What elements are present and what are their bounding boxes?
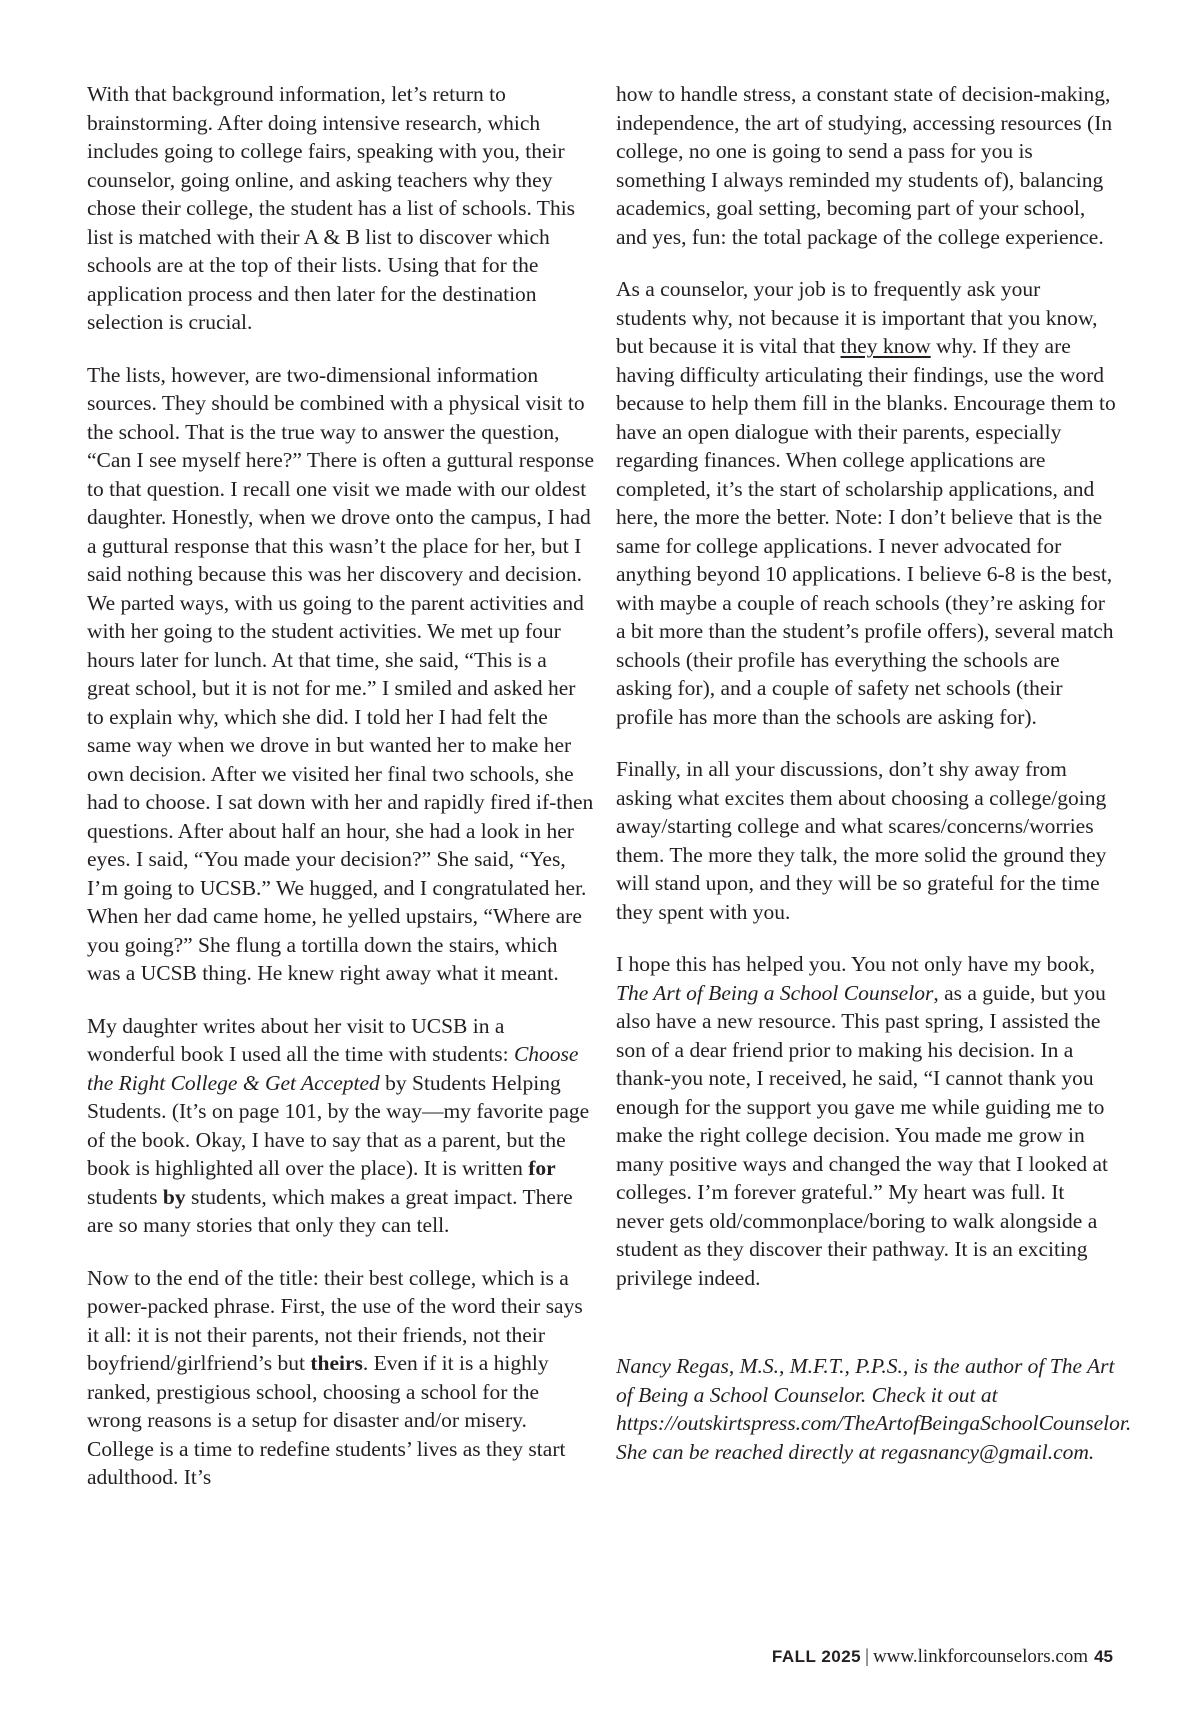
book-title: The Art of Being a School Counselor — [616, 980, 934, 1005]
paragraph: I hope this has helped you. You not only have my book, The Art of Being a School Counselor, as a guide, but you also have a new resource. This past spring, I assisted the son of a dear friend prior to making his decision. In a thank-you note, I received, he said, “I cannot thank you enough for the support you gave me while guiding me to make the right college decision. You made me grow in many positive ways and changed the way that I looked at colleges. I’m forever grateful.” My heart was full. It never gets old/commonplace/boring to walk alongside a student as they discover their pathway. It is an exciting privilege indeed. — [616, 952, 1108, 1290]
paragraph: As a counselor, your job is to frequently ask your students why, not because it is important that you know, but because it is vital that they know why. If they are having difficulty articulating their findings, use the word because to help them fill in the blanks. Encourage them to have an open dialogue with their parents, especially regarding finances. When college applications are completed, it’s the start of scholarship applications, and here, the more the better. Note: I don’t believe that is the same for college applications. I never advocated for anything beyond 10 applications. I believe 6-8 is the best, with maybe a couple of reach schools (they’re asking for a bit more than the student’s profile offers), several match schools (their profile has everything the schools are asking for), and a couple of safety net schools (their profile has more than the schools are asking for). — [616, 277, 1116, 729]
paragraph: Now to the end of the title: their best college, which is a power-packed phrase. First, the use of the word their says it all: it is not their parents, not their friends, not their boyfriend/girlfriend’s but theirs. Even if it is a highly ranked, prestigious school, choosing a school for the wrong reasons is a setup for disaster and/or misery. College is a time to redefine students’ lives as they start adulthood. It’s — [87, 1265, 583, 1489]
page-footer — [772, 1646, 1113, 1668]
page-number: 45 — [1094, 1647, 1113, 1666]
paragraph: The lists, however, are two-dimensional information sources. They should be combined with a physical visit to the school. That is the true way to answer the question, “Can I see myself here?” There is often a guttural response to that question. I recall one visit we made with our oldest daughter. Honestly, when we drove onto the campus, I had a guttural response that this wasn’t the place for her, but I said nothing because this was her discovery and decision. We parted ways, with us going to the parent activities and with her going to the student activities. We met up four hours later for lunch. At that time, she said, “This is a great school, but it is not for me.” I smiled and asked her to explain why, which she did. I told her I had felt the same way when we drove in but wanted her to make her own decision. After we visited her final two schools, she had to choose. I sat down with her and rapidly fired if-then questions. After about half an hour, she had a look in her eyes. I said, “You made your decision?” She said, “Yes, I’m going to UCSB.” We hugged, and I congratulated her. When her dad came home, he yelled upstairs, “Where are you going?” She flung a tortilla down the stairs, which was a UCSB thing. He knew right away what it meant. — [87, 362, 595, 985]
footer-separator: | — [865, 1646, 869, 1667]
paragraph: Finally, in all your discussions, don’t shy away from asking what excites them about choosing a college/going away/starting college and what scares/concerns/worries them. The more they talk, the more solid the ground they will stand upon, and they will be so grateful for the time they spent with you. — [616, 757, 1107, 924]
footer-url: www.linkforcounselors.com — [872, 1646, 1089, 1667]
paragraph: With that background information, let’s return to brainstorming. After doing intensive research, which includes going to college fairs, speaking with you, their counselor, going online, and asking teachers why they chose their college, the student has a list of schools. This list is matched with their A & B list to discover which schools are at the top of their lists. Using that for the application process and then later for the destination selection is crucial. — [87, 82, 576, 334]
paragraph: My daughter writes about her visit to UCSB in a wonderful book I used all the time with students: Choose the Right College & Get Accepted by Students Helping Students. (It’s on page 101, by the way—my favorite page of the book. Okay, I have to say that as a parent, but the book is highlighted all over the place). It is written for students by students, which makes a great impact. There are so many stories that only they can tell. — [87, 1013, 590, 1237]
left-column — [87, 80, 595, 1516]
right-column — [616, 80, 1132, 1490]
underlined-phrase: they know — [840, 334, 931, 358]
paragraph: how to handle stress, a constant state of decision-making, independence, the art of studying, accessing resources (In college, no one is going to send a pass for you is something I always reminded my students of), balancing academics, goal setting, becoming part of your school, and yes, fun: the total package of the college experience. — [616, 82, 1113, 249]
issue-season: FALL 2025 — [771, 1647, 862, 1666]
author-bio: Nancy Regas, M.S., M.F.T., P.P.S., is the author of The Art of Being a School Counselor. Check it out at https://outskirtspress.com/TheArtofBeingaSchoolCounselor. She can be reached directly at regasnancy@gmail.com. — [616, 1354, 1132, 1464]
book-title: Choose the Right College & Get Accepted — [87, 1042, 579, 1095]
